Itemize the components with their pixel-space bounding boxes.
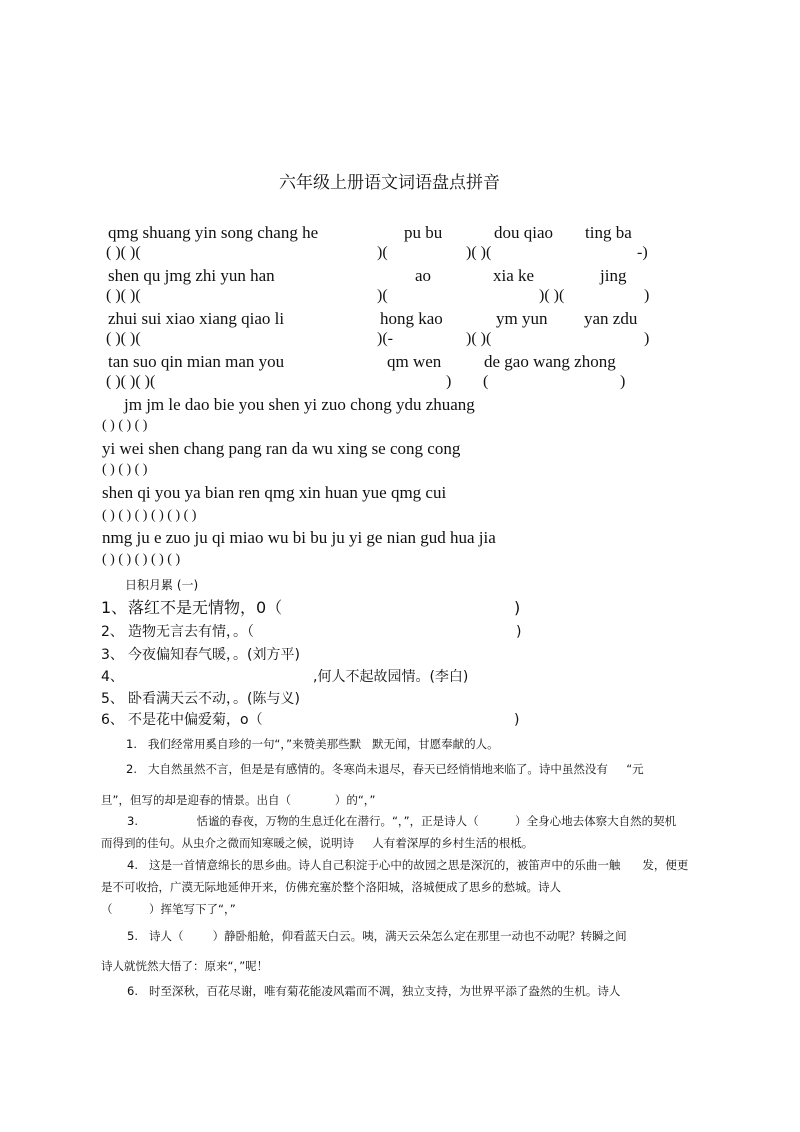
poem-line: 卧看满天云不动，。(陈与义) <box>128 691 300 707</box>
pinyin-text: nmg ju e zuo ju qi miao wu bi bu ju yi ge nian gud hua jia <box>102 528 496 547</box>
paragraph-line: 诗人就恍然大悟了：原来“，”呢！ <box>101 959 269 973</box>
answer-brackets: )( )( <box>466 330 492 347</box>
answer-brackets: ( <box>483 373 489 390</box>
answer-brackets: )(- <box>377 330 393 347</box>
pinyin-text: ao <box>415 266 432 285</box>
pinyin-text: xia ke <box>493 266 535 285</box>
pinyin-text: jm jm le dao bie you shen yi zuo chong ydu zhuang <box>124 395 475 414</box>
pinyin-text: yi wei shen chang pang ran da wu xing se cong cong <box>102 439 461 458</box>
item-number: 2、 <box>101 624 124 640</box>
pinyin-text: yan zdu <box>584 309 638 328</box>
section-title: 日积月累 (一) <box>125 578 199 592</box>
answer-brackets: ( ) ( ) ( ) <box>102 462 148 477</box>
answer-brackets: ( ) ( ) ( ) ( ) ( ) ( ) <box>102 508 197 523</box>
answer-brackets: ( )( )( <box>106 330 141 347</box>
paragraph-line: 4. 这是一首情意绵长的思乡曲。诗人自己积淀于心中的故园之思是深沉的，被笛声中的乐曲一触 发，便更 <box>127 858 689 872</box>
paragraph-line: 是不可收拾，广漠无际地延伸开来，仿佛充塞於整个洛阳城，洛城便成了思乡的愁城。诗人 <box>101 880 561 894</box>
answer-brackets: -) <box>637 244 648 261</box>
pinyin-text: shen qu jmg zhi yun han <box>108 266 275 285</box>
item-number: 5、 <box>101 691 124 707</box>
answer-brackets: )( <box>377 287 388 304</box>
poem-line: 造物无言去有情，。（ <box>128 624 254 640</box>
item-number: 3、 <box>101 647 124 663</box>
paragraph-line: 6. 时至深秋，百花尽谢，唯有菊花能凌风霜而不凋，独立支持，为世界平添了盎然的生机。诗人 <box>127 984 621 998</box>
answer-brackets: ( )( )( )( <box>106 373 156 390</box>
paragraph-line: 3. 恬谧的春夜，万物的生息迁化在潜行。“，”，正是诗人（ ）全身心地去体察大自然的契机 <box>127 814 677 828</box>
answer-brackets: ) <box>644 330 650 347</box>
poem-line: 落红不是无情物，0（ <box>128 598 283 617</box>
pinyin-text: tan suo qin mian man you <box>108 352 285 371</box>
answer-brackets: ( )( )( <box>106 244 141 261</box>
answer-brackets: ( )( )( <box>106 287 141 304</box>
page-title: 六年级上册语文词语盘点拼音 <box>279 173 500 192</box>
pinyin-text: shen qi you ya bian ren qmg xin huan yue qmg cui <box>102 483 447 502</box>
item-number: 6、 <box>101 712 124 728</box>
paragraph-line: （ ）挥笔写下了“，” <box>101 902 236 916</box>
pinyin-text: de gao wang zhong <box>484 352 616 371</box>
pinyin-text: dou qiao <box>494 223 554 242</box>
answer-brackets: )( <box>377 244 388 261</box>
poem-line: 不是花中偏爱菊，o（ <box>128 712 263 728</box>
pinyin-text: hong kao <box>380 309 443 328</box>
answer-brackets: ) <box>644 287 650 304</box>
paragraph-line: 5. 诗人（ ）静卧船舱，仰看蓝天白云。咦，满天云朵怎么定在那里一动也不动呢？转瞬之间 <box>127 929 627 943</box>
pinyin-text: jing <box>600 266 627 285</box>
pinyin-text: zhui sui xiao xiang qiao li <box>108 309 285 328</box>
item-number: 4、 <box>101 669 124 685</box>
paragraph-line: 1. 我们经常用奚自珍的一句“，”来赞美那些默 默无闻，甘愿奉献的人。 <box>126 737 499 751</box>
answer-brackets: ( ) ( ) ( ) <box>102 418 148 433</box>
paragraph-line: 2. 大自然虽然不言，但是是有感情的。冬寒尚未退尽，春天已经悄悄地来临了。诗中虽然没有 “元 <box>126 762 644 776</box>
paragraph-line: 旦”，但写的却是迎春的情景。出自（ ）的“，” <box>101 793 376 807</box>
poem-line: ,何人不起故园情。(李白) <box>313 669 469 685</box>
answer-brackets: ) <box>446 373 452 390</box>
answer-bracket-close: ) <box>516 624 522 640</box>
answer-brackets: ( ) ( ) ( ) ( ) ( ) <box>102 552 181 567</box>
answer-brackets: ) <box>620 373 626 390</box>
pinyin-text: pu bu <box>404 223 443 242</box>
pinyin-text: ting ba <box>585 223 632 242</box>
paragraph-line: 而得到的佳句。从虫介之微而知寒暖之候，说明诗 人有着深厚的乡村生活的根柢。 <box>101 836 534 850</box>
answer-brackets: )( )( <box>539 287 565 304</box>
item-number: 1、 <box>101 598 128 617</box>
pinyin-text: qm wen <box>387 352 442 371</box>
answer-bracket-close: ) <box>514 712 520 728</box>
answer-brackets: )( )( <box>466 244 492 261</box>
poem-line: 今夜偏知春气暖，。(刘方平) <box>128 647 300 663</box>
answer-bracket-close: ) <box>514 598 521 617</box>
pinyin-text: ym yun <box>496 309 548 328</box>
pinyin-text: qmg shuang yin song chang he <box>108 223 319 242</box>
